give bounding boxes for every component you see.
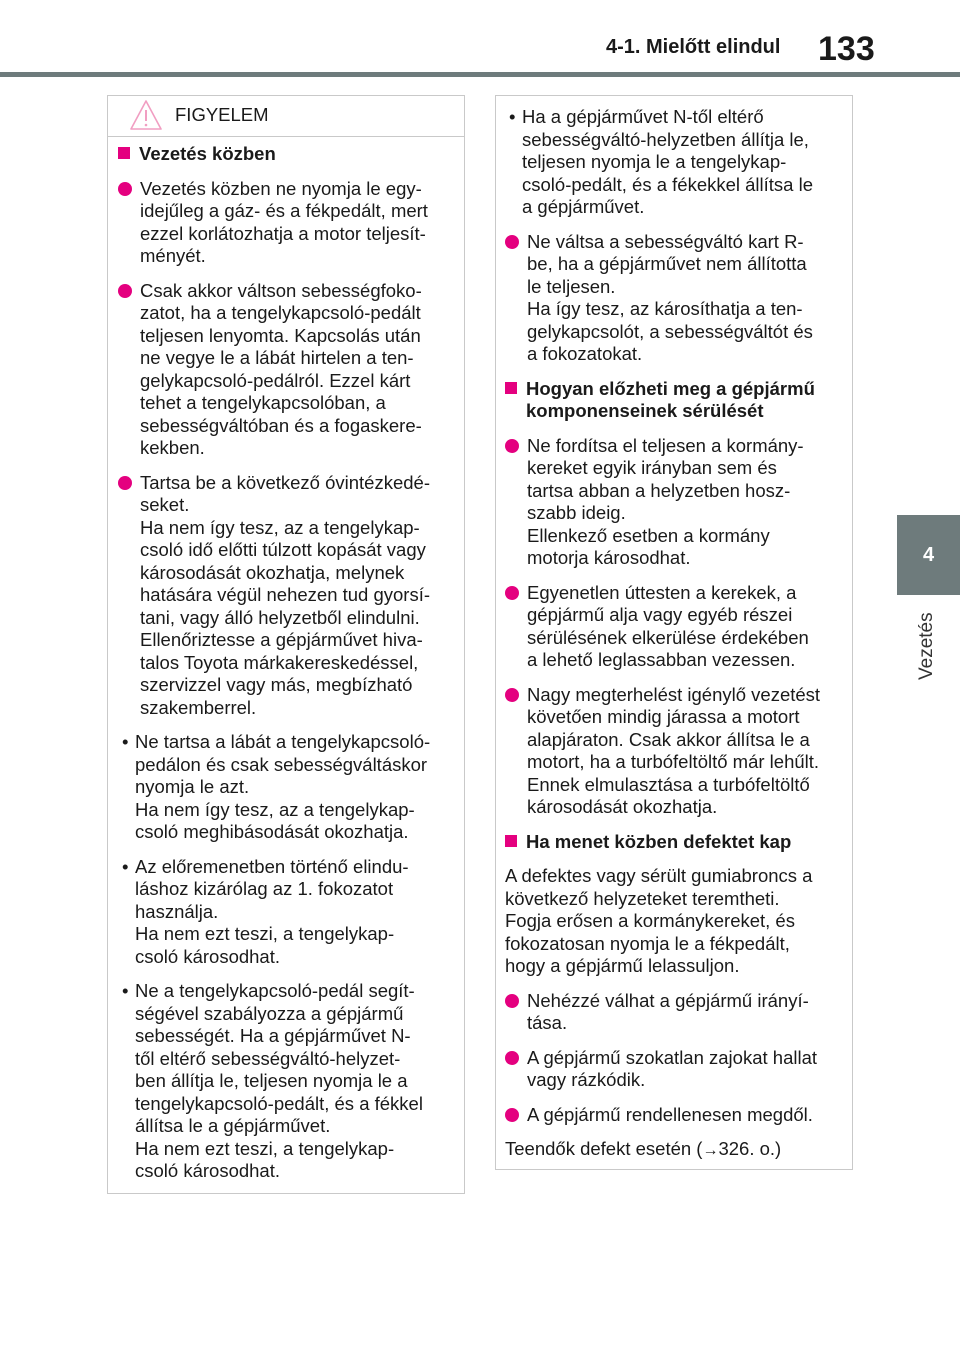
square-bullet-icon	[505, 835, 517, 847]
text-line: a fokozatokat.	[527, 343, 643, 364]
text-line: Ha nem ezt teszi, a tengelykap-	[135, 923, 395, 944]
text-line: Ne fordítsa el teljesen a kormány-	[527, 434, 804, 456]
text-line: következő helyzeteket teremtheti.	[505, 887, 780, 909]
text-line: tartsa abban a helyzetben hosz-	[527, 479, 791, 501]
text-line: Ellenőriztesse a gépjárművet hiva-	[140, 629, 423, 650]
text-line: hatására végül nehezen tud gyorsí-	[140, 584, 431, 605]
text-line: Fogja erősen a kormánykereket, és	[505, 910, 795, 931]
section-title-text: Vezetés közben	[139, 143, 276, 164]
circle-bullet-icon	[118, 284, 132, 298]
text-line: állítsa le a gépjárművet.	[135, 1115, 331, 1136]
text-line: Csak akkor váltson sebességfoko-	[140, 279, 422, 301]
text-line: sebességváltó-helyzetben állítja le,	[522, 128, 809, 150]
text-line: tása.	[527, 1012, 568, 1033]
text-line: csoló-pedált, és a fékekkel állítsa le	[522, 173, 814, 195]
list-item	[118, 280, 454, 460]
section-title-text: Ha menet közben defektet kap	[526, 830, 792, 852]
chapter-number: 4	[922, 543, 935, 566]
text-line: Ne a tengelykapcsoló-pedál segít-	[135, 980, 415, 1001]
text-line: gépjármű alja vagy egyéb részei	[527, 604, 793, 625]
text-line: ezzel korlátozhatja a motor teljesít-	[140, 222, 426, 244]
text-line: Az előremenetben történő elindu-	[135, 855, 409, 877]
circle-bullet-icon	[505, 235, 519, 249]
text-line: ményét.	[140, 245, 206, 266]
text-line: Nehézzé válhat a gépjármű irányí-	[527, 989, 809, 1011]
text-line: alapjáraton. Csak akkor állítsa le a	[527, 728, 810, 750]
bullet-item	[118, 980, 454, 1183]
text-line: fokozatosan nyomja le a fékpedált,	[505, 932, 790, 954]
section-title-line: Hogyan előzheti meg a gépjármű	[526, 377, 815, 399]
text-line: Ha így tesz, az károsíthatja a ten-	[527, 298, 803, 319]
square-bullet-icon	[505, 382, 517, 394]
text-line: szabb ideig.	[527, 502, 626, 523]
text-line: A gépjármű szokatlan zajokat hallat	[527, 1046, 818, 1068]
text-line: Ha nem így tesz, az a tengelykap-	[135, 798, 415, 820]
list-item	[505, 684, 840, 819]
dot-bullet-icon: •	[122, 855, 129, 877]
text-line: Ne váltsa a sebességváltó kart R-	[527, 230, 804, 252]
text-line: idejűleg a gáz- és a fékpedált, mert	[140, 200, 428, 221]
text-line: tani, vagy álló helyzetből elindulni.	[140, 606, 420, 628]
text-line: tehet a tengelykapcsolóban, a	[140, 392, 386, 413]
text-line: Ellenkező esetben a kormány	[527, 524, 770, 546]
text-line: szakemberrel.	[140, 696, 257, 718]
circle-bullet-icon	[505, 1108, 519, 1122]
text-line: motorja károsodhat.	[527, 547, 691, 568]
text-line: a lehető leglassabban vezessen.	[527, 649, 796, 670]
text-line: zatot, ha a tengelykapcsoló-pedált	[140, 302, 421, 323]
chapter-label: Vezetés	[916, 612, 937, 680]
section-title-driving	[118, 143, 454, 166]
text-line: talos Toyota márkakereskedéssel,	[140, 651, 419, 673]
text-line: Ha a gépjárművet N-től eltérő	[522, 106, 764, 127]
warning-box-continued	[495, 95, 853, 1170]
text-line: Ha nem így tesz, az a tengelykap-	[140, 516, 420, 538]
section-title-flat-tire	[505, 831, 840, 854]
list-item	[505, 1104, 840, 1127]
text-line: szervizzel vagy más, megbízható	[140, 674, 413, 695]
text-line: csoló károsodhat.	[135, 1160, 281, 1181]
text-line: ne vegye le a lábát hirtelen a ten-	[140, 347, 414, 368]
text-line: kereket egyik irányban sem és	[527, 457, 777, 478]
bullet-item	[505, 106, 840, 219]
text-line: teljesen lenyomta. Kapcsolás után	[140, 324, 421, 346]
text-line: sebességváltóban és a fogaskere-	[140, 414, 422, 436]
text-line: hogy a gépjármű lelassuljon.	[505, 955, 740, 976]
text-line: Ennek elmulasztása a turbófeltöltő	[527, 773, 810, 795]
text-line: láshoz kizárólag az 1. fokozatot	[135, 878, 394, 899]
list-item	[505, 435, 840, 570]
text-line: csoló idő előtti túlzott kopását vagy	[140, 539, 426, 560]
circle-bullet-icon	[118, 182, 132, 196]
header-rule	[0, 72, 960, 77]
text-line: gelykapcsoló-pedálról. Ezzel kárt	[140, 369, 411, 391]
text-line: kekben.	[140, 437, 205, 458]
text-line: Nagy megterhelést igénylő vezetést	[527, 683, 821, 705]
text-line: sérülésének elkerülése érdekében	[527, 626, 809, 648]
reference-text: Teendők defekt esetén (	[505, 1138, 703, 1159]
warning-title: FIGYELEM	[175, 104, 269, 125]
text-line: Ne tartsa a lábát a tengelykapcsoló-	[135, 731, 431, 752]
page-number: 133	[818, 30, 875, 68]
warning-triangle-icon	[129, 99, 163, 131]
list-item	[505, 231, 840, 366]
circle-bullet-icon	[505, 439, 519, 453]
text-line: nyomja le azt.	[135, 776, 250, 797]
dot-bullet-icon: •	[122, 731, 129, 752]
text-line: től eltérő sebességváltó-helyzet-	[135, 1047, 401, 1069]
text-line: Tartsa be a következő óvintézkedé-	[140, 471, 430, 493]
section-title-line: komponenseinek sérülését	[526, 400, 764, 421]
text-line: gelykapcsolót, a sebességváltót és	[527, 320, 813, 342]
chapter-tab	[897, 515, 960, 595]
text-line: seket.	[140, 494, 190, 515]
header-section-title: 4-1. Mielőtt elindul	[606, 36, 781, 58]
text-line: csoló meghibásodását okozhatja.	[135, 821, 409, 842]
dot-bullet-icon: •	[122, 980, 129, 1001]
circle-bullet-icon	[505, 994, 519, 1008]
bullet-item	[118, 856, 454, 969]
text-line: be, ha a gépjárművet nem állította	[527, 253, 807, 274]
text-line: Egyenetlen úttesten a kerekek, a	[527, 581, 797, 603]
dot-bullet-icon: •	[509, 106, 516, 127]
text-line: követően mindig járassa a motort	[527, 706, 800, 727]
text-line: sebességét. Ha a gépjárművet N-	[135, 1025, 411, 1046]
text-line: vagy rázkódik.	[527, 1069, 646, 1090]
circle-bullet-icon	[505, 586, 519, 600]
circle-bullet-icon	[505, 688, 519, 702]
section-title-components	[505, 378, 840, 423]
text-line: használja.	[135, 900, 219, 922]
text-line: csoló károsodhat.	[135, 945, 281, 967]
page-reference[interactable]	[505, 1138, 840, 1163]
text-line: a gépjárművet.	[522, 196, 645, 217]
text-line: A gépjármű rendellenesen megdől.	[527, 1103, 813, 1125]
reference-page: 326. o.)	[718, 1138, 782, 1159]
arrow-right-icon: →	[702, 1142, 719, 1159]
text-line: ségével szabályozza a gépjármű	[135, 1002, 404, 1024]
circle-bullet-icon	[118, 476, 132, 490]
list-item	[505, 990, 840, 1035]
text-line: le teljesen.	[527, 275, 616, 297]
paragraph	[505, 865, 840, 978]
text-line: ben állítja le, teljesen nyomja le a	[135, 1070, 408, 1091]
text-line: károsodását okozhatja.	[527, 796, 718, 817]
text-line: teljesen nyomja le a tengelykap-	[522, 151, 787, 172]
text-line: A defektes vagy sérült gumiabroncs a	[505, 865, 813, 886]
text-line: motort, ha a turbófeltöltő már lehűlt.	[527, 751, 820, 772]
warning-box	[107, 95, 465, 1194]
list-item	[118, 178, 454, 268]
circle-bullet-icon	[505, 1051, 519, 1065]
text-line: károsodását okozhatja, melynek	[140, 561, 405, 583]
square-bullet-icon	[118, 147, 130, 159]
list-item	[505, 1047, 840, 1092]
text-line: Ha nem ezt teszi, a tengelykap-	[135, 1137, 395, 1159]
text-line: tengelykapcsoló-pedált, és a fékkel	[135, 1092, 423, 1114]
text-line: pedálon és csak sebességváltáskor	[135, 753, 428, 775]
bullet-item	[118, 731, 454, 844]
list-item	[505, 582, 840, 672]
list-item	[118, 472, 454, 720]
warning-header	[108, 96, 464, 137]
text-line: Vezetés közben ne nyomja le egy-	[140, 177, 422, 199]
